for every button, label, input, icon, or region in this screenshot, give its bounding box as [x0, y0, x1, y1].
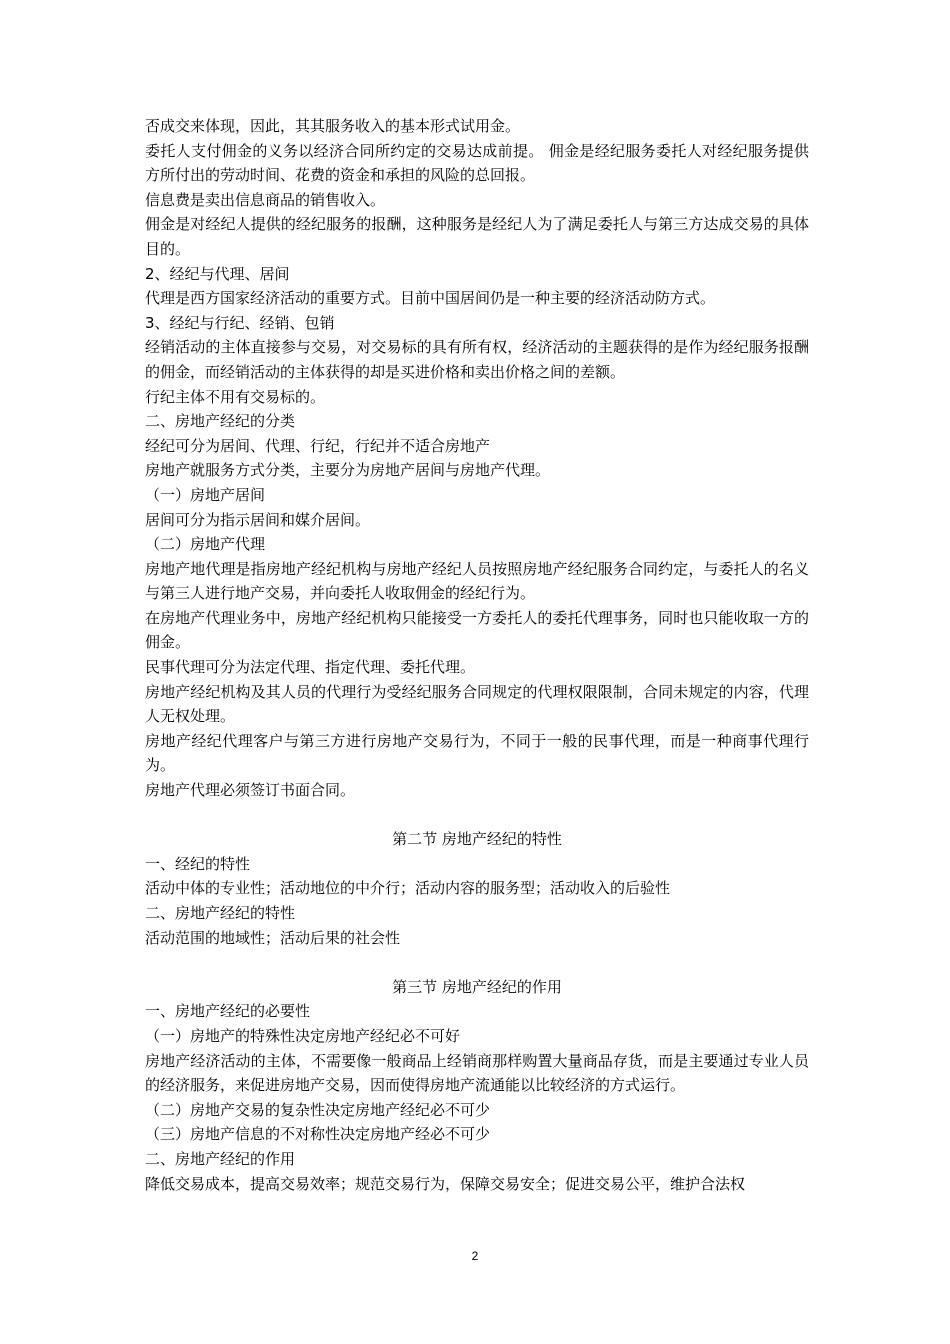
subheading: 一、房地产经纪的必要性 [145, 1002, 311, 1021]
subheading: 2、经纪与代理、居间 [145, 264, 290, 283]
text-line: 活动中体的专业性；活动地位的中介行；活动内容的服务型；活动收入的后验性 [145, 879, 671, 898]
subheading: 一、经纪的特性 [145, 854, 251, 873]
paragraph: 房地产经纪代理客户与第三方进行房地产交易行为，不同于一般的民事代理，而是一种商事代理行为。 [145, 731, 809, 775]
text-line: 民事代理可分为法定代理、指定代理、委托代理。 [145, 658, 476, 677]
paragraph: 委托人支付佣金的义务以经济合同所约定的交易达成前提。 佣金是经纪服务委托人对经纪服务提供方所付出的劳动时间、花费的资金和承担的风险的总回报。 [145, 141, 809, 185]
subheading: 二、房地产经纪的特性 [145, 904, 296, 922]
section-title: 第二节 房地产经纪的特性 [392, 830, 562, 849]
subheading: 二、房地产经纪的作用 [145, 1149, 296, 1168]
text-line: 活动范围的地域性；活动后果的社会性 [145, 928, 401, 947]
subheading: （二）房地产代理 [145, 535, 266, 554]
document-body [145, 114, 809, 1196]
section-3 [145, 975, 809, 1196]
paragraph: 房地产经济活动的主体，不需要像一般商品上经销商那样购置大量商品存货，而是主要通过专业人员的经济服务，来促进房地产交易，因而使得房地产流通能以比较经济的方式运行。 [145, 1051, 809, 1095]
paragraph: 房地产经纪机构及其人员的代理行为受经纪服务合同规定的代理权限限制，合同未规定的内容，代理人无权处理。 [145, 682, 809, 726]
paragraph: 房地产地代理是指房地产经纪机构与房地产经纪人员按照房地产经纪服务合同约定，与委托人的名义与第三人进行地产交易，并向委托人收取佣金的经纪行为。 [145, 559, 809, 603]
subheading: （三）房地产信息的不对称性决定房地产经必不可少 [145, 1125, 491, 1144]
paragraph: 在房地产代理业务中，房地产经纪机构只能接受一方委托人的委托代理事务，同时也只能收取一方的佣金。 [145, 608, 809, 652]
page-number: 2 [471, 1249, 479, 1263]
text-line: 房地产代理必须签订书面合同。 [145, 781, 356, 800]
subheading: 3、经纪与行纪、经销、包销 [145, 313, 335, 332]
paragraph-block-1 [145, 114, 809, 803]
text-line: 代理是西方国家经济活动的重要方式。目前中国居间仍是一种主要的经济活动防方式。 [145, 289, 716, 308]
text-line: 房地产就服务方式分类，主要分为房地产居间与房地产代理。 [145, 461, 551, 480]
subheading: （二）房地产交易的复杂性决定房地产经纪必不可少 [145, 1100, 491, 1119]
section-title: 第三节 房地产经纪的作用 [392, 977, 562, 996]
text-line: 否成交来体现，因此，其其服务收入的基本形式试用金。 [145, 117, 521, 135]
text-line: 降低交易成本，提高交易效率；规范交易行为，保障交易安全；促进交易公平，维护合法权 [145, 1174, 746, 1193]
text-line: 行纪主体不用有交易标的。 [145, 387, 326, 406]
paragraph: 经销活动的主体直接参与交易，对交易标的具有所有权，经济活动的主题获得的是作为经纪服务报酬的佣金，而经销活动的主体获得的却是买进价格和卖出价格之间的差额。 [145, 338, 809, 381]
subheading: （一）房地产居间 [145, 485, 266, 504]
text-line: 居间可分为指示居间和媒介居间。 [145, 510, 371, 529]
subheading: （一）房地产的特殊性决定房地产经纪必不可好 [145, 1026, 461, 1045]
paragraph: 佣金是对经纪人提供的经纪服务的报酬，这种服务是经纪人为了满足委托人与第三方达成交易的具体目的。 [145, 215, 809, 258]
text-line: 信息费是卖出信息商品的销售收入。 [145, 190, 386, 209]
section-2 [145, 827, 809, 950]
subheading: 二、房地产经纪的分类 [145, 412, 296, 431]
text-line: 经纪可分为居间、代理、行纪，行纪并不适合房地产 [145, 436, 491, 455]
